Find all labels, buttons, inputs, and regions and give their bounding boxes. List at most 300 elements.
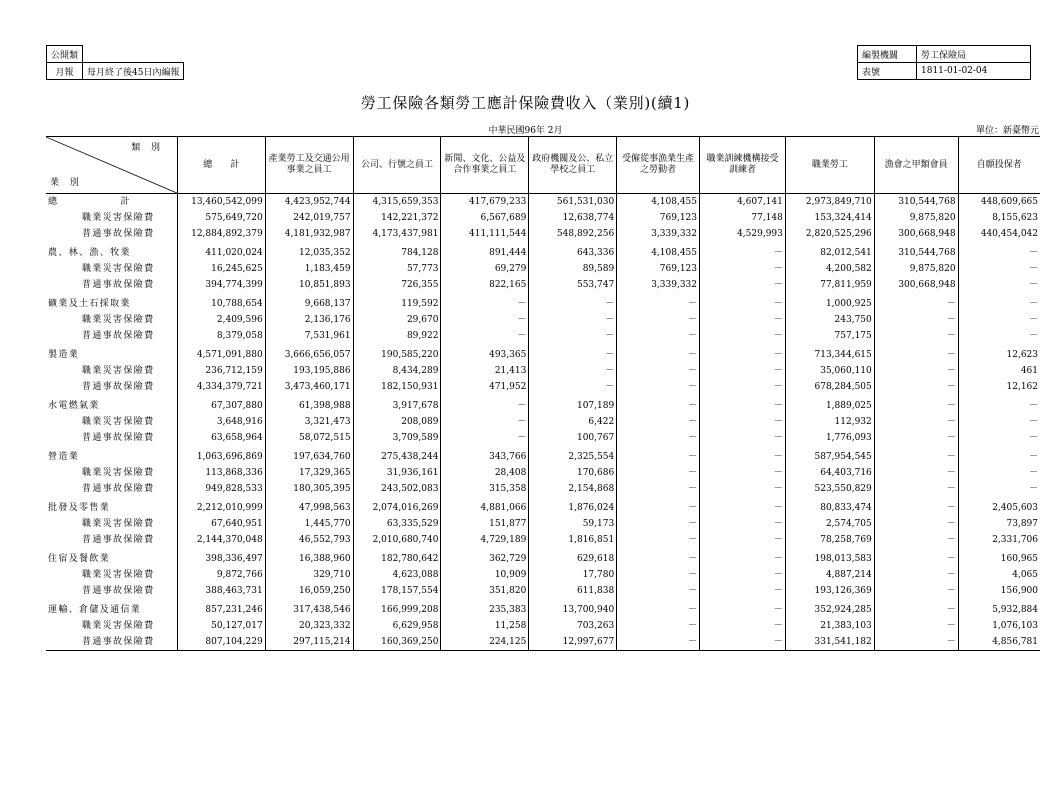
table-cell: － [617,328,700,344]
table-cell: 1,063,696,869 [177,446,265,465]
table-cell: － [617,363,700,379]
table-cell: 3,321,473 [265,414,353,430]
header-col: 公司、行號之員工 [353,137,441,194]
table-cell: － [617,344,700,363]
table-cell: 89,922 [353,328,441,344]
table-cell: 757,175 [785,328,874,344]
table-body [46,194,1040,651]
table-row [46,446,1040,465]
row-label: 運輸、倉儲及通信業 [48,605,142,615]
table-cell: 643,336 [529,242,617,261]
table-cell: － [700,516,786,532]
table-cell: － [874,344,958,363]
table-cell: 4,065 [958,567,1040,583]
table-cell: － [700,583,786,599]
table-cell: － [700,277,786,293]
table-cell: － [700,446,786,465]
table-cell: － [874,618,958,634]
table-cell: 8,434,289 [353,363,441,379]
table-cell: 2,331,706 [958,532,1040,548]
table-row [46,312,1040,328]
table-cell: － [874,567,958,583]
table-cell: 331,541,182 [785,634,874,651]
table-cell: － [874,293,958,312]
table-row [46,618,1040,634]
table-cell: 553,747 [529,277,617,293]
table-cell: 16,245,625 [177,261,265,277]
table-cell: 4,856,781 [958,634,1040,651]
table-cell: － [441,293,529,312]
table-row [46,497,1040,516]
table-cell: － [874,481,958,497]
table-row [46,344,1040,363]
table-row [46,194,1040,211]
row-label: 總 計 [48,197,131,207]
table-cell: － [958,465,1040,481]
row-label: 職業災害保險費 [82,468,155,478]
table-cell: － [700,599,786,618]
table-row [46,548,1040,567]
table-cell: 315,358 [441,481,529,497]
table-cell: 769,123 [617,210,700,226]
table-row [46,414,1040,430]
table-cell: 243,750 [785,312,874,328]
table-cell: － [874,395,958,414]
table-cell: 4,315,659,353 [353,194,441,211]
row-label: 職業災害保險費 [82,621,155,631]
unit-label: 單位：新臺幣元 [975,126,1039,136]
table-cell: 411,020,024 [177,242,265,261]
table-cell: 10,851,893 [265,277,353,293]
table-cell: － [958,446,1040,465]
table-cell: 28,408 [441,465,529,481]
table-cell: 1,076,103 [958,618,1040,634]
table-row [46,395,1040,414]
table-cell: 100,767 [529,430,617,446]
table-cell: 9,875,820 [874,210,958,226]
table-cell: － [700,344,786,363]
table-cell: － [958,430,1040,446]
table-cell: 1,183,459 [265,261,353,277]
table-cell: 297,115,214 [265,634,353,651]
table-cell: － [700,312,786,328]
row-label: 批發及零售業 [48,503,111,513]
table-cell: 1,876,024 [529,497,617,516]
row-label: 職業災害保險費 [82,570,155,580]
table-cell: － [958,277,1040,293]
table-cell: － [529,363,617,379]
table-cell: 2,212,010,999 [177,497,265,516]
table-cell: 160,369,250 [353,634,441,651]
table-cell: 119,592 [353,293,441,312]
table-cell: 67,640,951 [177,516,265,532]
table-cell: － [874,430,958,446]
table-cell: 50,127,017 [177,618,265,634]
table-cell: 275,438,244 [353,446,441,465]
table-cell: 2,820,525,296 [785,226,874,242]
table-cell: 343,766 [441,446,529,465]
table-cell: － [700,497,786,516]
meta-label-agency: 編製機關 [858,46,917,63]
table-cell: － [617,599,700,618]
table-cell: 310,544,768 [874,194,958,211]
table-cell: 3,917,678 [353,395,441,414]
table-cell: 13,700,940 [529,599,617,618]
table-cell: 1,776,093 [785,430,874,446]
table-cell: 4,571,091,880 [177,344,265,363]
table-cell: 2,074,016,269 [353,497,441,516]
table-row [46,379,1040,395]
table-cell: 61,398,988 [265,395,353,414]
table-cell: － [441,430,529,446]
table-cell: 12,623 [958,344,1040,363]
table-cell: 352,924,285 [785,599,874,618]
table-cell: 193,126,369 [785,583,874,599]
table-cell: 11,258 [441,618,529,634]
table-cell: － [529,293,617,312]
table-cell: 89,589 [529,261,617,277]
table-cell: 4,181,932,987 [265,226,353,242]
table-cell: 10,909 [441,567,529,583]
table-cell: － [874,583,958,599]
table-cell: 8,155,623 [958,210,1040,226]
table-cell: 523,550,829 [785,481,874,497]
table-cell: 310,544,768 [874,242,958,261]
table-row [46,567,1040,583]
row-label: 普通事故保險費 [82,586,155,596]
table-cell: 548,892,256 [529,226,617,242]
row-label: 礦業及土石採取業 [48,299,131,309]
table-cell: 6,567,689 [441,210,529,226]
row-label: 農、林、漁、牧業 [48,248,131,258]
table-cell: － [441,328,529,344]
table-cell: － [874,312,958,328]
table-cell: 20,323,332 [265,618,353,634]
table-cell: 4,529,993 [700,226,786,242]
table-cell: － [617,567,700,583]
table-row [46,532,1040,548]
table-cell: 16,059,250 [265,583,353,599]
table-cell: 807,104,229 [177,634,265,651]
table-cell: 112,932 [785,414,874,430]
table-cell: 411,111,544 [441,226,529,242]
table-cell: 2,144,370,048 [177,532,265,548]
table-cell: － [700,430,786,446]
table-cell: 4,173,437,981 [353,226,441,242]
table-cell: 471,952 [441,379,529,395]
row-label: 普通事故保險費 [82,280,155,290]
table-cell: 7,531,961 [265,328,353,344]
table-cell: － [617,497,700,516]
table-cell: 629,618 [529,548,617,567]
table-cell: 4,423,952,744 [265,194,353,211]
table-cell: 151,877 [441,516,529,532]
table-cell: 235,383 [441,599,529,618]
table-cell: 3,473,460,171 [265,379,353,395]
table-cell: － [700,242,786,261]
table-cell: － [617,293,700,312]
table-row [46,583,1040,599]
table-cell: － [700,481,786,497]
table-cell: － [617,532,700,548]
table-cell: 153,324,414 [785,210,874,226]
row-label: 職業災害保險費 [82,315,155,325]
meta-value-agency: 勞工保險局 [917,46,1031,63]
table-cell: 12,638,774 [529,210,617,226]
table-cell: 182,780,642 [353,548,441,567]
table-cell: 949,828,533 [177,481,265,497]
table-cell: 2,325,554 [529,446,617,465]
table-cell: － [874,548,958,567]
table-cell: － [958,481,1040,497]
row-label: 普通事故保險費 [82,535,155,545]
table-cell: － [617,481,700,497]
table-cell: 4,729,189 [441,532,529,548]
header-col: 新聞、文化、公益及合作事業之員工 [441,137,529,194]
table-cell: 12,997,677 [529,634,617,651]
table-cell: 561,531,030 [529,194,617,211]
premium-table [46,136,1040,651]
table-cell: － [617,379,700,395]
table-cell: 4,334,379,721 [177,379,265,395]
table-cell: 4,108,455 [617,194,700,211]
table-cell: － [529,312,617,328]
table-cell: 21,413 [441,363,529,379]
header-col: 政府機關及公、私立學校之員工 [529,137,617,194]
table-cell: 31,936,161 [353,465,441,481]
table-cell: － [617,516,700,532]
table-cell: 3,648,916 [177,414,265,430]
row-label: 普通事故保險費 [82,433,155,443]
table-cell: 2,405,603 [958,497,1040,516]
table-cell: 448,609,665 [958,194,1040,211]
table-cell: 493,365 [441,344,529,363]
header-col: 產業勞工及交通公用事業之員工 [265,137,353,194]
table-cell: － [617,583,700,599]
table-cell: 107,189 [529,395,617,414]
header-col: 漁會之甲類會員 [874,137,958,194]
table-cell: 329,710 [265,567,353,583]
table-cell: 17,780 [529,567,617,583]
table-cell: 461 [958,363,1040,379]
table-cell: － [441,312,529,328]
table-cell: 12,035,352 [265,242,353,261]
table-cell: － [700,532,786,548]
table-cell: 822,165 [441,277,529,293]
table-cell: － [874,516,958,532]
table-cell: 4,887,214 [785,567,874,583]
table-row [46,363,1040,379]
table-cell: － [958,293,1040,312]
table-cell: 9,668,137 [265,293,353,312]
table-cell: － [529,328,617,344]
table-cell: 8,379,058 [177,328,265,344]
table-cell: － [700,328,786,344]
table-cell: － [700,379,786,395]
table-cell: 726,355 [353,277,441,293]
table-cell: 82,012,541 [785,242,874,261]
table-cell: 5,932,884 [958,599,1040,618]
table-cell: 1,889,025 [785,395,874,414]
table-cell: 35,060,110 [785,363,874,379]
header-industry: 業別 [50,178,90,188]
table-cell: 180,305,395 [265,481,353,497]
table-cell: 57,773 [353,261,441,277]
page-title: 勞工保險各類勞工應計保險費收入（業別)(續1) [360,94,691,112]
row-label: 住宿及餐飲業 [48,554,111,564]
table-cell: 891,444 [441,242,529,261]
table-cell: 193,195,886 [265,363,353,379]
table-cell: 178,157,554 [353,583,441,599]
table-cell: 394,774,399 [177,277,265,293]
table-cell: 47,998,563 [265,497,353,516]
table-cell: 77,811,959 [785,277,874,293]
table-row [46,328,1040,344]
table-cell: 6,629,958 [353,618,441,634]
table-cell: 242,019,757 [265,210,353,226]
table-cell: － [958,261,1040,277]
header-col: 自願投保者 [958,137,1040,194]
table-cell: 3,666,656,057 [265,344,353,363]
table-cell: 64,403,716 [785,465,874,481]
meta-label-table-no: 表號 [858,63,917,80]
table-cell: 4,108,455 [617,242,700,261]
row-label: 普通事故保險費 [82,229,155,239]
table-cell: 351,820 [441,583,529,599]
table-cell: － [958,395,1040,414]
table-cell: － [700,618,786,634]
table-cell: 2,010,680,740 [353,532,441,548]
table-cell: － [700,567,786,583]
table-cell: － [874,634,958,651]
table-cell: － [874,532,958,548]
header-category: 類別 [131,143,171,153]
meta-left-box [46,45,184,80]
table-cell: － [874,446,958,465]
table-row [46,277,1040,293]
table-cell: － [617,618,700,634]
table-cell: － [700,414,786,430]
table-cell: 224,125 [441,634,529,651]
table-cell: 6,422 [529,414,617,430]
table-cell: 4,623,088 [353,567,441,583]
table-cell: 1,000,925 [785,293,874,312]
table-cell: 2,409,596 [177,312,265,328]
table-cell: 362,729 [441,548,529,567]
table-cell: 857,231,246 [177,599,265,618]
table-cell: － [700,395,786,414]
table-cell: 29,670 [353,312,441,328]
row-label: 水電燃氣業 [48,401,100,411]
header-col: 受僱從事漁業生產之勞動者 [617,137,700,194]
row-label: 普通事故保險費 [82,484,155,494]
table-cell: 1,816,851 [529,532,617,548]
table-cell: 4,200,582 [785,261,874,277]
table-cell: 170,686 [529,465,617,481]
table-cell: 417,679,233 [441,194,529,211]
table-cell: 17,329,365 [265,465,353,481]
row-label: 職業災害保險費 [82,264,155,274]
table-cell: － [874,465,958,481]
table-row [46,261,1040,277]
table-row [46,226,1040,242]
report-period: 中華民國96年 2月 [488,126,563,136]
table-cell: 3,339,332 [617,277,700,293]
meta-label-public: 公開類 [47,46,83,63]
table-row [46,481,1040,497]
table-cell: 236,712,159 [177,363,265,379]
table-row [46,430,1040,446]
table-cell: － [958,328,1040,344]
table-cell: 67,307,880 [177,395,265,414]
row-label: 普通事故保險費 [46,634,177,651]
table-row [46,634,1040,651]
table-cell: 58,072,515 [265,430,353,446]
table-cell: 10,788,654 [177,293,265,312]
table-row [46,293,1040,312]
row-label: 職業災害保險費 [82,519,155,529]
table-cell: － [617,395,700,414]
table-cell: 113,868,336 [177,465,265,481]
table-cell: 575,649,720 [177,210,265,226]
table-cell: 73,897 [958,516,1040,532]
table-cell: 63,335,529 [353,516,441,532]
table-cell: 713,344,615 [785,344,874,363]
table-cell: 12,162 [958,379,1040,395]
table-cell: 300,668,948 [874,277,958,293]
row-label: 普通事故保險費 [82,331,155,341]
table-cell: 398,336,497 [177,548,265,567]
table-cell: － [874,328,958,344]
table-cell: 440,454,042 [958,226,1040,242]
table-cell: 678,284,505 [785,379,874,395]
meta-right-box [857,45,1031,80]
table-cell: 197,634,760 [265,446,353,465]
table-cell: 46,552,793 [265,532,353,548]
table-cell: 3,709,589 [353,430,441,446]
table-cell: 78,258,769 [785,532,874,548]
table-cell: 13,460,542,099 [177,194,265,211]
row-label: 營造業 [48,452,80,462]
table-cell: 77,148 [700,210,786,226]
table-cell: 166,999,208 [353,599,441,618]
meta-value-table-no: 1811-01-02-04 [917,63,1031,80]
table-cell: － [617,430,700,446]
table-cell: 587,954,545 [785,446,874,465]
table-cell: － [700,548,786,567]
table-cell: － [617,465,700,481]
table-cell: 190,585,220 [353,344,441,363]
table-cell: 12,884,892,379 [177,226,265,242]
meta-left-frame [46,45,47,81]
table-cell: － [617,634,700,651]
table-cell: 784,128 [353,242,441,261]
table-cell: 80,833,474 [785,497,874,516]
table-cell: － [874,379,958,395]
table-cell: 2,154,868 [529,481,617,497]
header-col: 職業勞工 [785,137,874,194]
table-cell: 160,965 [958,548,1040,567]
row-label: 製造業 [48,350,80,360]
meta-value-schedule: 每月終了後45日內編報 [83,63,184,80]
table-cell: － [958,242,1040,261]
row-label: 普通事故保險費 [82,382,155,392]
table-cell: － [700,634,786,651]
table-cell: － [958,312,1040,328]
table-cell: － [617,548,700,567]
table-cell: 156,900 [958,583,1040,599]
table-row [46,242,1040,261]
